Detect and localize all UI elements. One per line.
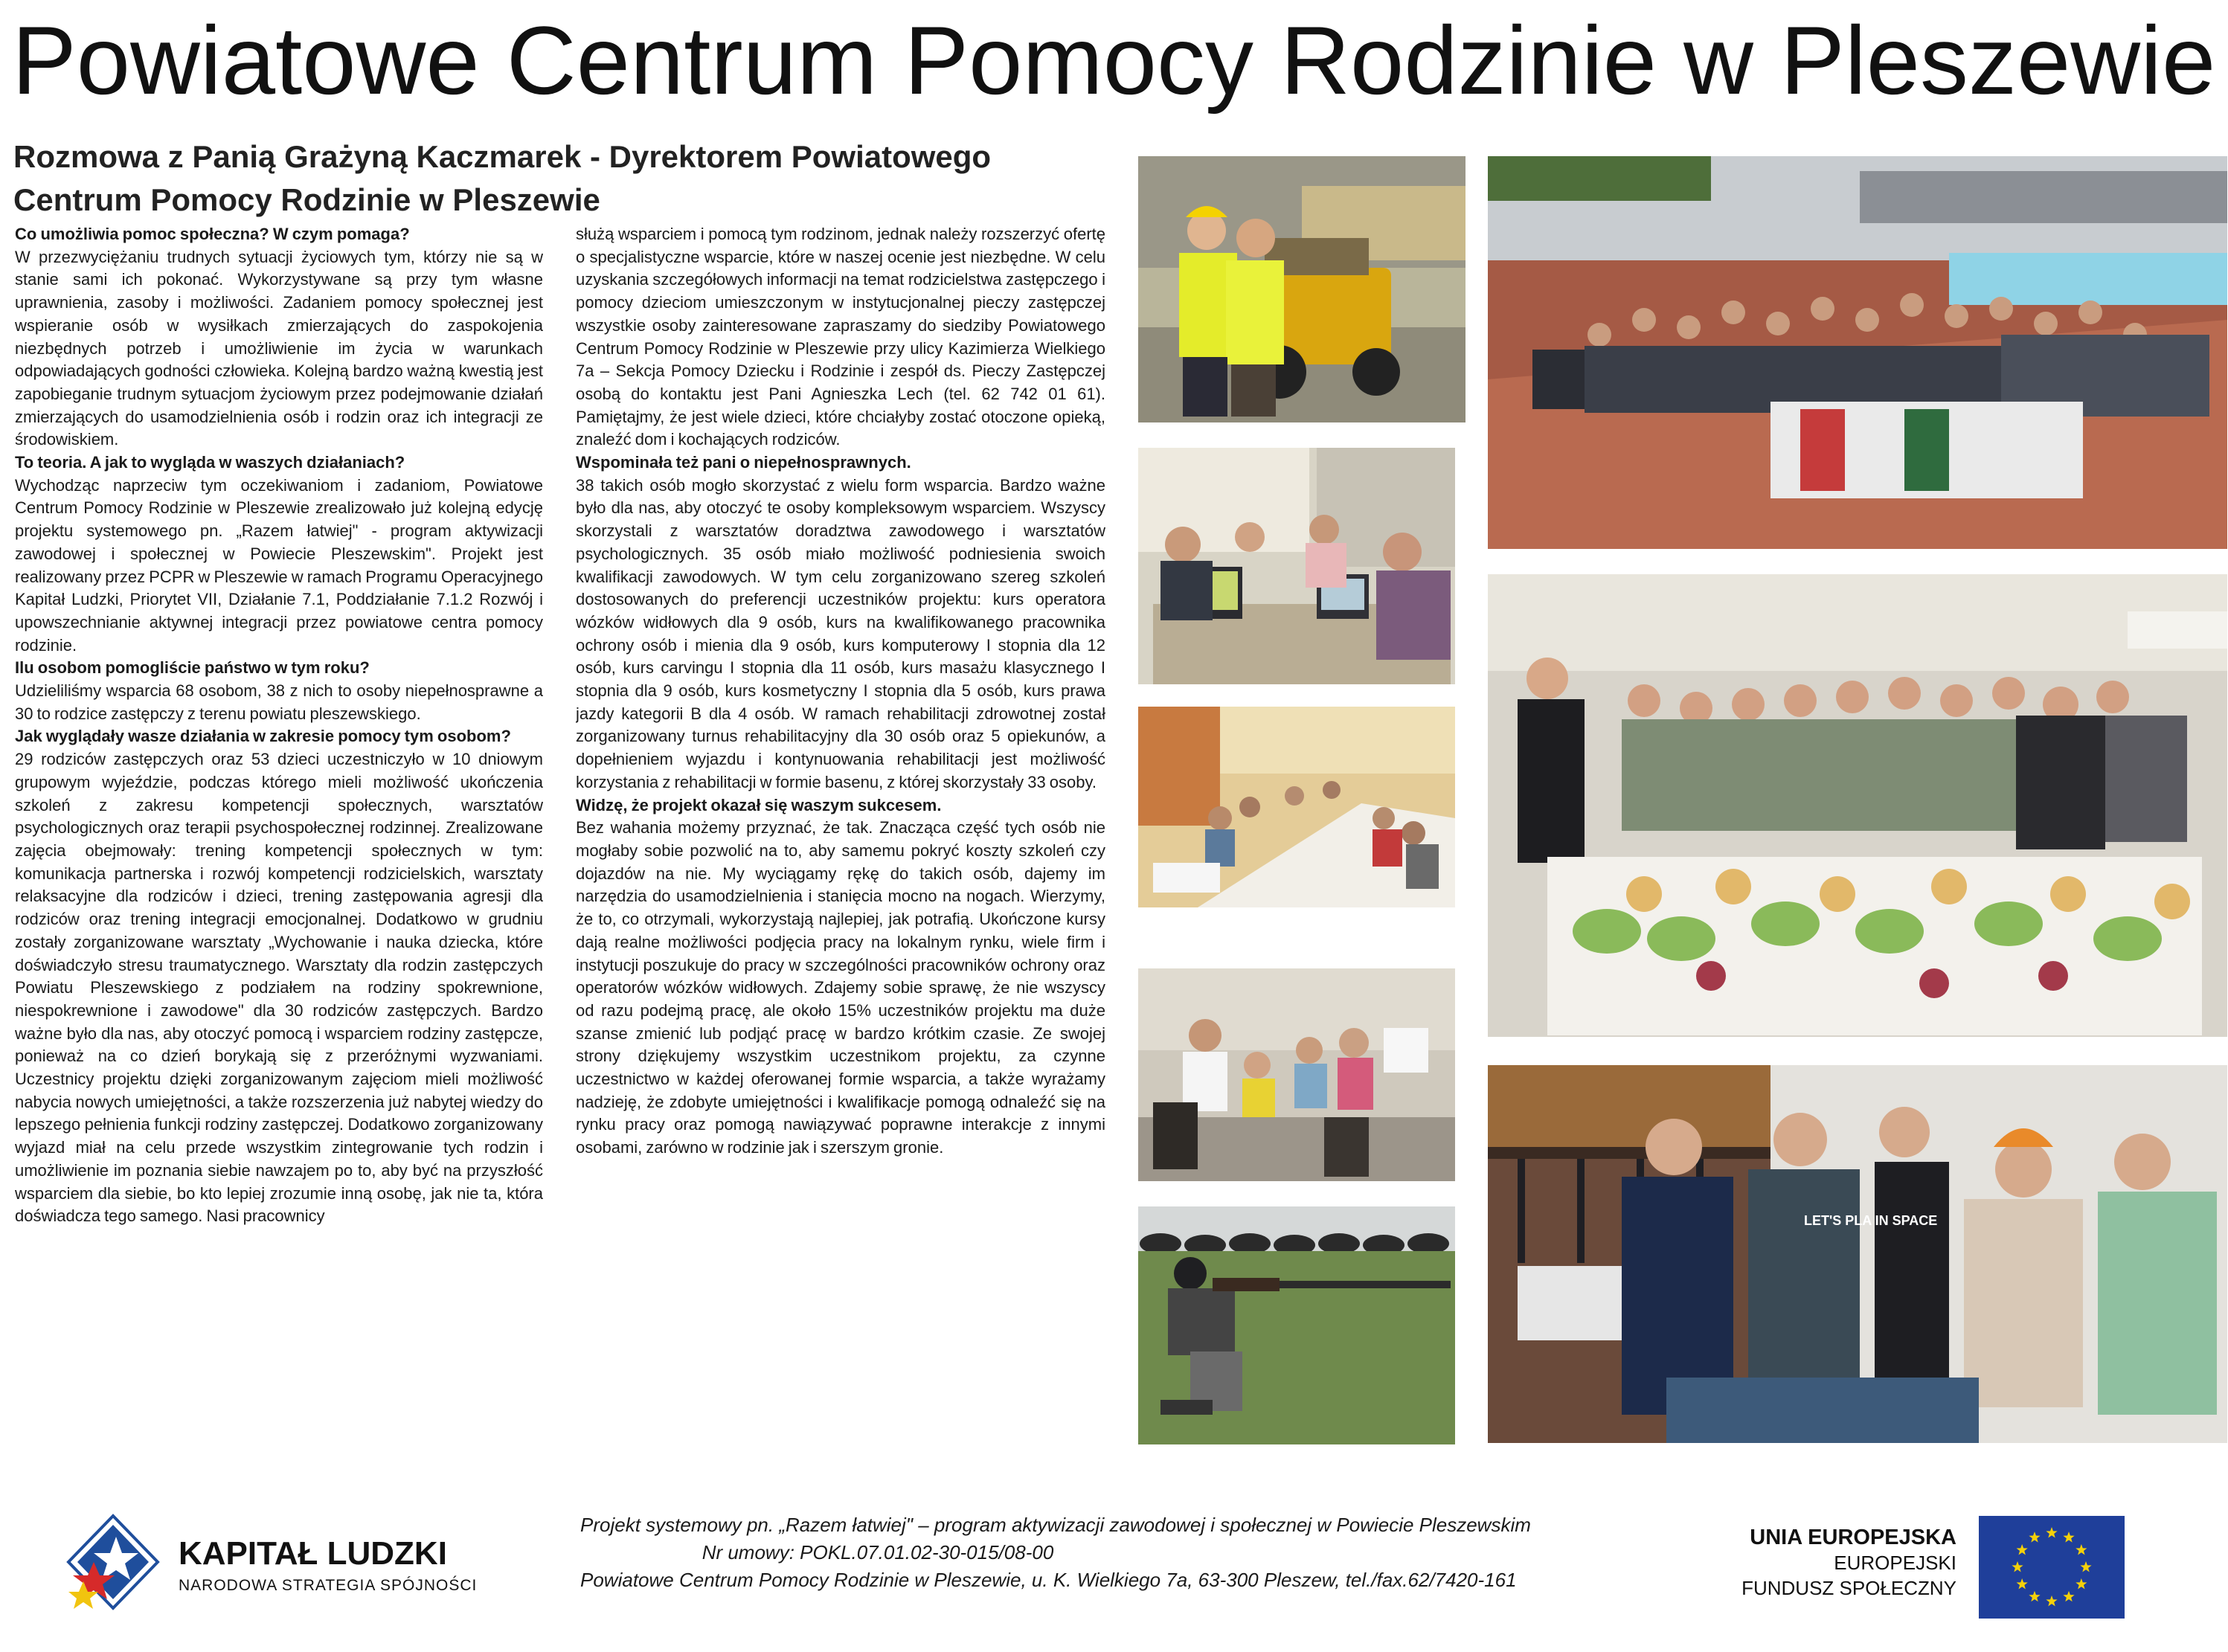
question-heading: Ilu osobom pomogliście państwo w tym roku? bbox=[15, 658, 370, 678]
address-line: Powiatowe Centrum Pomocy Rodzinie w Pleszewie, u. K. Wielkiego 7a, 63-300 Pleszew, tel./fax.62/7420-161 bbox=[580, 1569, 1517, 1591]
shirt-print-text: LET'S PLA IN SPACE bbox=[1804, 1213, 1938, 1228]
question-heading: Widzę, że projekt okazał się waszym sukcesem. bbox=[576, 795, 942, 814]
answer-paragraph: W przezwyciężaniu trudnych sytuacji życiowych tym, którzy nie są w stanie sami ich pokonać. Wykorzystywane są przy tym własne uprawnienia, zasoby i możliwości. Zadaniem pomocy społecznej jest wspieranie osób w wysiłkach zmierzających do zaspokojenia niezbędnych potrzeb i umożliwienie im życia w warunkach odpowiadających godności człowieka. Kolejną bardzo ważną kwestią jest zapobieganie trudnym sytuacjom życiowym przez podejmowanie działań zmierzających do usamodzielnienia osób i rodzin oraz ich integracji ze środowiskiem. bbox=[15, 247, 543, 449]
article-column-2 bbox=[576, 223, 1105, 1458]
question-heading: Jak wyglądały wasze działania w zakresie pomocy tym osobom? bbox=[15, 727, 511, 746]
photo-shooting-training bbox=[1138, 1206, 1455, 1444]
photo-computer-course bbox=[1138, 448, 1455, 684]
kapital-ludzki-emblem-icon bbox=[61, 1510, 165, 1614]
eu-fund-line-2: FUNDUSZ SPOŁECZNY bbox=[1741, 1577, 1956, 1599]
question-heading: Wspominała też pani o niepełnosprawnych. bbox=[576, 453, 911, 472]
interview-heading-line-2: Centrum Pomocy Rodzinie w Pleszewie bbox=[13, 182, 600, 217]
article-column-1 bbox=[15, 223, 543, 1458]
answer-paragraph: Wychodząc naprzeciw tym oczekiwaniom i zadaniom, Powiatowe Centrum Pomocy Rodzinie w Pleszewie zrealizowało już kolejną edycję projektu systemowego pn. „Razem łatwiej" - program aktywizacji zawodowej i społecznej w Powiecie Pleszewskim". Projekt jest realizowany przez PCPR w Pleszewie w ramach Programu Operacyjnego Kapitał Ludzki, Priorytet VII, Działanie 7.1, Poddziałanie 7.1.2 Rozwój i upowszechnianie aktywnej integracji przez powiatowe centra pomocy rodzinie. bbox=[15, 475, 543, 655]
project-name-line: Projekt systemowy pn. „Razem łatwiej" – program aktywizacji zawodowej i społecznej w Powiecie Pleszewskim bbox=[580, 1514, 1531, 1536]
answer-paragraph: Udzieliliśmy wsparcia 68 osobom, 38 z nich to osoby niepełnosprawne a 30 to rodzice zastępczy z terenu powiatu pleszewskiego. bbox=[15, 681, 543, 723]
photo-cosmetics-course bbox=[1488, 1065, 2227, 1443]
answer-paragraph: Bez wahania możemy przyznać, że tak. Znacząca część tych osób nie mogłaby sobie pozwolić na to, aby samemu pokryć koszty szkoleń czy dojazdów na nie. My wyciągamy rękę do takich osób, dajemy im narzędzia do usamodzielnienia i stanięcia mocno na nogach. Wierzymy, że to, co otrzymali, wykorzystają najlepiej, jak potrafią. Ukończone kursy dają realne możliwości podjęcia pracy na lokalnym rynku, wiele firm i instytucji poszukuje do pracy w szczególności pracowników ochrony oraz operatorów wózków widłowych. Zdajemy sobie sprawę, że nie wszyscy od razu podejmą pracę, ale około 15% uczestników projektu ma duże szanse zmienić lub podjąć pracę w bardzo krótkim czasie. Ze swojej strony dziękujemy wszystkim uczestnikom projektu, za czynne uczestnictwo w każdej oferowanej formie wsparcia, a także wyrażamy nadzieję, że zdobyte umiejętności i kwalifikacje pomogą odnaleźć się na rynku pracy oraz pomogą nawiązywać poprawne interakcje z innymi osobami, zarówno w rodzinie jak i szerszym gronie. bbox=[576, 818, 1105, 1157]
photo-children-group bbox=[1138, 968, 1455, 1181]
question-heading: To teoria. A jak to wygląda w waszych działaniach? bbox=[15, 453, 405, 472]
eu-logo-text bbox=[1733, 1525, 1956, 1601]
contract-number-line: Nr umowy: POKL.07.01.02-30-015/08-00 bbox=[702, 1541, 1054, 1563]
eu-flag-icon bbox=[1979, 1516, 2125, 1619]
eu-name: UNIA EUROPEJSKA bbox=[1750, 1526, 1956, 1549]
eu-logo bbox=[1733, 1516, 2135, 1627]
photo-workshop-table bbox=[1138, 707, 1455, 907]
project-info bbox=[580, 1511, 1531, 1594]
interview-heading-line-1: Rozmowa z Panią Grażyną Kaczmarek - Dyrektorem Powiatowego bbox=[13, 139, 992, 174]
photo-forklift-course bbox=[1138, 156, 1465, 422]
kapital-ludzki-logo bbox=[61, 1510, 478, 1622]
page-title: Powiatowe Centrum Pomocy Rodzinie w Pleszewie bbox=[12, 6, 2216, 115]
answer-paragraph: 38 takich osób mogło skorzystać z wielu form wsparcia. Bardzo ważne było dla nas, aby otoczyć te osoby kompleksowym wsparciem. Wszyscy skorzystali z warsztatów doradztwa zawodowego i warsztatów psychologicznych. 35 osób miało możliwość podniesienia swoich kwalifikacji zawodowych. W tym celu zorganizowano szereg szkoleń dostosowanych do preferencji uczestników projektu: kurs operatora wózków widłowych dla 9 osób, kurs na kwalifikowanego pracownika ochrony osób i mienia dla 9 osób, kurs komputerowy I stopnia dla 12 osób, kurs carvingu I stopnia dla 11 osób, kurs masażu klasycznego I stopnia dla 9 osób, kurs kosmetyczny I stopnia dla 5 osób, kurs prawa jazdy kategorii B dla 4 osób. W ramach rehabilitacji zdrowotnej został zorganizowany turnus rehabilitacyjny dla 30 osób oraz 5 opiekunów, a dopełnieniem wyjazdu i kontynuowania rehabilitacji jest możliwość korzystania z rehabilitacji w formie basenu, z której skorzystały 33 osoby. bbox=[576, 475, 1105, 791]
answer-paragraph: służą wsparciem i pomocą tym rodzinom, jednak należy rozszerzyć ofertę o specjalistyczne wsparcie, które w naszej ocenie jest niezbędne. W celu uzyskania szczegółowych informacji na temat rodzicielstwa zastępczego i pomocy dzieciom umieszczonym w instytucjonalnej pieczy zastępczej wszystkie osoby zainteresowane zapraszamy do siedziby Powiatowego Centrum Pomocy Rodzinie w Pleszewie przy ulicy Kazimierza Wielkiego 7a – Sekcja Pomocy Dziecku i Rodzinie i zespół ds. Pieczy Zastępczej osobą do kontaktu jest Pani Agnieszka Lech (tel. 62 742 01 61). Pamiętajmy, że jest wiele dzieci, które chciałyby zostać otoczone opieką, znaleźć dom i kochających rodziców. bbox=[576, 225, 1105, 449]
answer-paragraph: 29 rodziców zastępczych oraz 53 dzieci uczestniczyło w 10 dniowym grupowym wyjeździe, podczas którego mieli możliwość ukończenia szkoleń z zakresu kompetencji społecznych, warsztatów psychologicznych oraz terapii psychospołecznej rodzinnej. Zrealizowane zajęcia obejmowały: trening kompetencji społecznych w tym: komunikacja partnerska i rozwój kompetencji rodzicielskich, warsztaty relaksacyjne dla rodziców i dzieci, trening zastępowania agresji dla rodziców oraz trening integracji emocjonalnej. Dodatkowo w grudniu zostały zorganizowane warsztaty „Wychowanie i nauka dziecka, które doświadczyło stresu traumatycznego. Warsztaty dla rodzin zastępczych Powiatu Pleszewskiego z podziałem na rodziny spokrewnione, niespokrewnione i zawodowe" dla 30 rodziców zastępczych. Bardzo ważne było dla nas, aby otoczyć pomocą i wsparciem rodziny zastępcze, ponieważ na co dzień borykają się z przeróżnymi wyzwaniami. Uczestnicy projektu dzięki zorganizowanym zajęciom mieli możliwość nabycia nowych umiejętności, a także rozszerzenia już nabytej wiedzy do lepszego pełnienia funkcji rodziny zastępczej. Dodatkowo zorganizowany wyjazd miał na celu przede wszystkim zintegrowanie tych rodzin i umożliwienie im poznania siebie nawzajem po to, aby być na przyszłość wsparciem dla siebie, bo kto lepiej zrozumie inną osobę, jak nie ta, która doświadcza tego samego. Nasi pracownicy bbox=[15, 750, 543, 1226]
photo-carving-course bbox=[1488, 574, 2227, 1037]
eu-fund-line-1: EUROPEJSKI bbox=[1834, 1552, 1956, 1574]
kapital-ludzki-subtitle: NARODOWA STRATEGIA SPÓJNOŚCI bbox=[179, 1577, 478, 1594]
photo-group-outdoors bbox=[1488, 156, 2227, 549]
interview-heading bbox=[13, 135, 1114, 222]
kapital-ludzki-title: KAPITAŁ LUDZKI bbox=[179, 1535, 447, 1572]
question-heading: Co umożliwia pomoc społeczna? W czym pomaga? bbox=[15, 225, 410, 243]
